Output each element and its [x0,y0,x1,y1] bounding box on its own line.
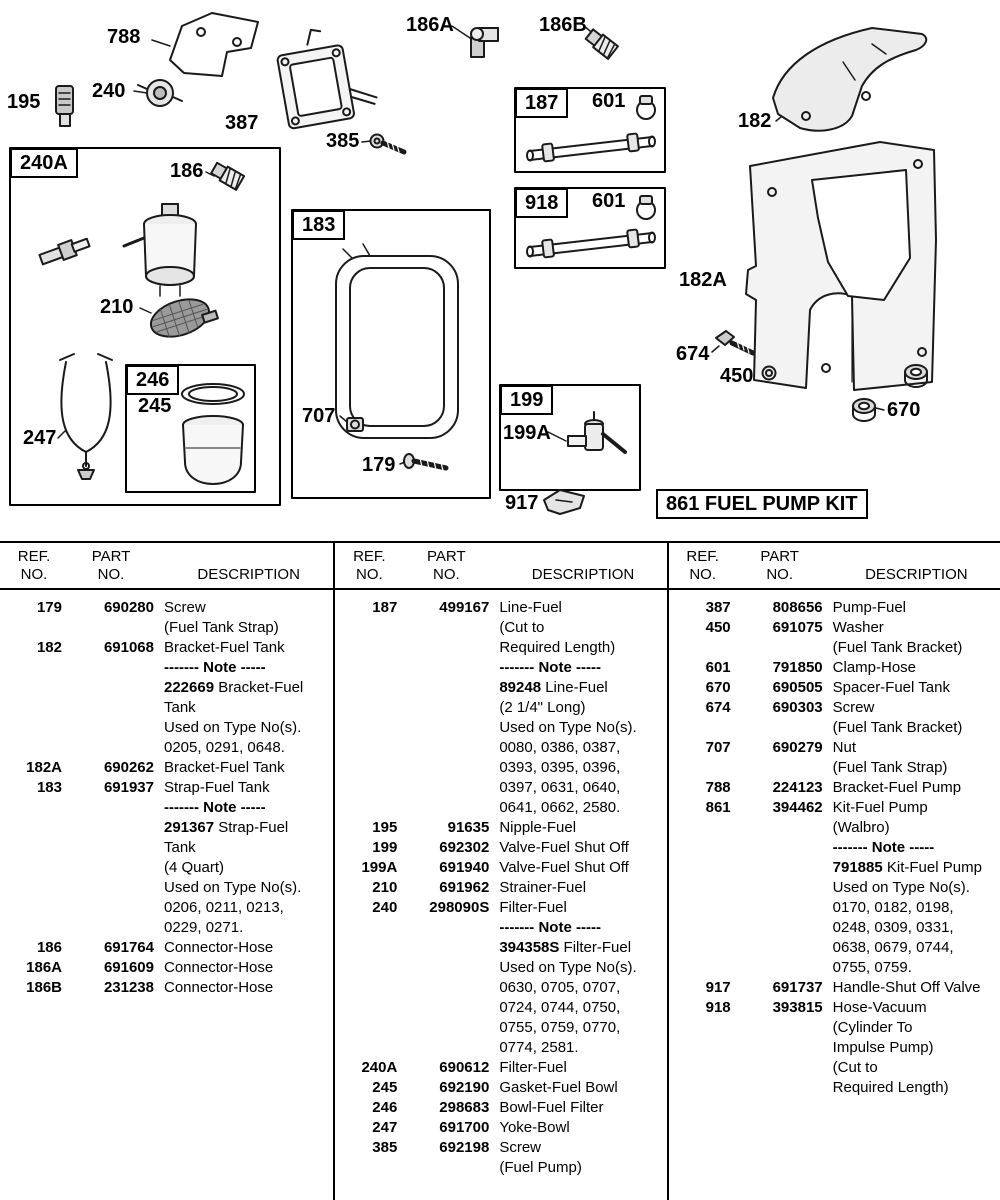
ref-no: 601 [705,659,731,676]
callout-240A: 240A [10,148,78,178]
description: Strainer-Fuel [499,879,587,896]
table-row [675,998,1000,1098]
handle-917-drawing [544,490,584,514]
parts-diagram [0,0,1000,541]
part-no: 691764 [103,939,154,956]
callout-861: 861 FUEL PUMP KIT [656,489,868,519]
ref-no: 385 [372,1139,398,1156]
part-no: 691075 [772,619,823,636]
parts-column [333,543,666,1200]
ref-no: 245 [372,1079,398,1096]
description-header: DESCRIPTION [531,566,635,583]
callout-182: 182 [738,110,772,132]
ref-no: 186B [26,979,62,996]
table-row [341,1098,666,1118]
ref-no: 450 [705,619,731,636]
part-no-header: PART NO. [760,548,799,583]
part-no: 690612 [439,1059,490,1076]
callout-917: 917 [505,492,539,514]
description: Spacer-Fuel Tank [832,679,950,696]
rows [0,590,333,998]
table-row [341,598,666,818]
part-no: 791850 [772,659,823,676]
callout-245: 245 [138,395,172,417]
description: Filter-Fuel [499,1059,567,1076]
ref-no: 187 [372,599,398,616]
part-no: 393815 [772,999,823,1016]
part-no: 394462 [772,799,823,816]
ref-no: 240 [372,899,398,916]
part-no: 691700 [439,1119,490,1136]
ref-no: 186A [26,959,62,976]
ref-no: 674 [705,699,731,716]
table-row [341,1138,666,1178]
description: Pump-Fuel [832,599,907,616]
ref-no: 707 [705,739,731,756]
table-header [0,543,333,590]
callout-210: 210 [100,296,134,318]
description: Washer (Fuel Tank Bracket) [832,619,963,656]
ref-no: 182 [36,639,62,656]
part-no: 692302 [439,839,490,856]
parts-column [667,543,1000,1200]
shut-off-valve-199A-drawing [568,412,625,452]
callout-385: 385 [326,130,360,152]
table-header [669,543,1000,590]
callout-601-upper: 601 [592,90,626,112]
part-no: 91635 [447,819,490,836]
callout-199: 199 [500,385,553,415]
callout-674: 674 [676,343,710,365]
parts-table [0,541,1000,1200]
table-row [675,778,1000,798]
ref-no: 788 [705,779,731,796]
ref-no-header: REF. NO. [17,548,51,583]
ref-no-header: REF. NO. [353,548,386,583]
callout-186A: 186A [406,14,454,36]
ref-no: 210 [372,879,398,896]
table-row [675,678,1000,698]
description: Screw (Fuel Pump) [499,1139,582,1176]
callout-186: 186 [170,160,204,182]
callout-187: 187 [515,88,568,118]
description: Connector-Hose [164,939,274,956]
table-row [6,938,333,958]
callout-240: 240 [92,80,126,102]
part-no: 499167 [439,599,490,616]
ref-no: 240A [361,1059,398,1076]
description: Handle-Shut Off Valve [832,979,981,996]
ref-no: 186 [36,939,62,956]
description: Line-Fuel (Cut to Required Length) ------- Note ----- 89248 Line-Fuel (2 1/4" Long) Used on Type No(s). 0080, 0386, 0387, 0393, 0395, 0396, 0397, 0631, 0640, 0641, 0662, 2580. [499,599,637,816]
elbow-connector-186A-drawing [471,28,498,57]
ref-no: 195 [372,819,398,836]
description: Filter-Fuel ------- Note ----- 394358S Filter-Fuel Used on Type No(s). 0630, 0705, 0707, 0724, 0744, 0750, 0755, 0759, 0770, 0774, 2581. [499,899,637,1056]
bracket-788-drawing [170,13,258,76]
ref-no: 199A [361,859,398,876]
ref-no: 246 [372,1099,398,1116]
nut-707-drawing [347,418,363,431]
description: Nipple-Fuel [499,819,577,836]
description: Connector-Hose [164,979,274,996]
table-row [675,738,1000,778]
part-no: 690303 [772,699,823,716]
bracket-182A-drawing [746,142,936,390]
yoke-247-drawing [60,354,112,479]
diagram-art [0,0,1000,541]
callout-199A: 199A [503,422,551,444]
table-row [675,598,1000,618]
ref-no: 179 [36,599,62,616]
fuel-pump-387-drawing [273,21,379,129]
callout-788: 788 [107,26,141,48]
table-row [6,638,333,758]
strainer-210-drawing [146,291,219,344]
ref-no: 918 [705,999,731,1016]
description: Kit-Fuel Pump (Walbro) ------- Note ----- 791885 Kit-Fuel Pump Used on Type No(s). 0170, 0182, 0198, 0248, 0309, 0331, 0638, 0679, 0744, 0755, 0759. [832,799,982,976]
ref-no: 917 [705,979,731,996]
callout-246: 246 [126,365,179,395]
rows [335,590,666,1178]
ref-no: 247 [372,1119,398,1136]
ref-no: 670 [705,679,731,696]
table-row [341,858,666,878]
part-no: 224123 [772,779,823,796]
part-no: 691940 [439,859,490,876]
callout-179: 179 [362,454,396,476]
part-no-header: PART NO. [91,548,131,583]
rows [669,590,1000,1098]
description: Valve-Fuel Shut Off [499,859,629,876]
table-header [335,543,666,590]
part-no: 690505 [772,679,823,696]
description: Nut (Fuel Tank Strap) [832,739,948,776]
description: Gasket-Fuel Bowl [499,1079,618,1096]
description: Yoke-Bowl [499,1119,570,1136]
table-row [341,1058,666,1078]
ref-no: 387 [705,599,731,616]
table-row [341,898,666,1058]
washer-450-drawing [763,367,776,380]
table-row [6,758,333,778]
table-row [341,1118,666,1138]
screw-179-drawing [404,454,446,471]
ref-no: 861 [705,799,731,816]
part-no: 231238 [103,979,154,996]
strap-183-drawing [336,244,458,438]
connector-186-drawing [210,161,244,190]
description-header: DESCRIPTION [197,566,300,583]
table-row [341,818,666,838]
description: Screw (Fuel Tank Bracket) [832,699,963,736]
callout-450: 450 [720,365,754,387]
part-no: 691962 [439,879,490,896]
part-no: 692198 [439,1139,490,1156]
part-no: 808656 [772,599,823,616]
table-row [6,958,333,978]
table-row [6,978,333,998]
description: Bracket-Fuel Tank ------- Note ----- 222669 Bracket-Fuel Tank Used on Type No(s). 0205, 0291, 0648. [164,639,304,756]
ref-no: 183 [36,779,62,796]
callout-670: 670 [887,399,921,421]
description: Clamp-Hose [832,659,917,676]
screw-674-drawing [716,331,753,353]
description: Bowl-Fuel Filter [499,1099,604,1116]
description: Bracket-Fuel Pump [832,779,962,796]
description: Hose-Vacuum (Cylinder To Impulse Pump) (Cut to Required Length) [832,999,949,1096]
gasket-245-drawing [182,384,244,404]
table-row [6,598,333,638]
callout-707: 707 [302,405,336,427]
filter-assembly-240A-drawing [38,204,196,296]
callout-918: 918 [515,188,568,218]
table-row [675,978,1000,998]
part-no: 691068 [103,639,154,656]
table-row [6,778,333,938]
description-header: DESCRIPTION [865,566,968,583]
part-no: 690279 [772,739,823,756]
callout-195: 195 [7,91,41,113]
nipple-195-drawing [56,86,73,126]
table-row [675,658,1000,678]
callout-183: 183 [292,210,345,240]
connector-186B-drawing [584,28,617,59]
callout-601-lower: 601 [592,190,626,212]
ref-no-header: REF. NO. [686,548,719,583]
part-no: 690280 [103,599,154,616]
ref-no: 199 [372,839,398,856]
part-no: 692190 [439,1079,490,1096]
callout-182A: 182A [679,269,727,291]
description: Bracket-Fuel Tank [164,759,285,776]
description: Strap-Fuel Tank ------- Note ----- 291367 Strap-Fuel Tank (4 Quart) Used on Type No(s). 0206, 0211, 0213, 0229, 0271. [164,779,302,936]
callout-247: 247 [23,427,57,449]
bowl-246-drawing [183,416,243,484]
part-no: 298683 [439,1099,490,1116]
table-row [675,798,1000,978]
screw-385-drawing [371,135,405,153]
description: Connector-Hose [164,959,274,976]
table-row [341,838,666,858]
part-no-header: PART NO. [427,548,466,583]
bracket-182-drawing [773,28,926,131]
table-row [675,618,1000,658]
description: Valve-Fuel Shut Off [499,839,629,856]
table-row [341,1078,666,1098]
part-no: 690262 [103,759,154,776]
part-no: 691937 [103,779,154,796]
description: Screw (Fuel Tank Strap) [164,599,279,636]
callout-186B: 186B [539,14,587,36]
parts-column [0,543,333,1200]
part-no: 298090S [429,899,490,916]
part-no: 691737 [772,979,823,996]
table-row [341,878,666,898]
table-row [675,698,1000,738]
callout-387: 387 [225,112,259,134]
part-no: 691609 [103,959,154,976]
ref-no: 182A [26,759,62,776]
